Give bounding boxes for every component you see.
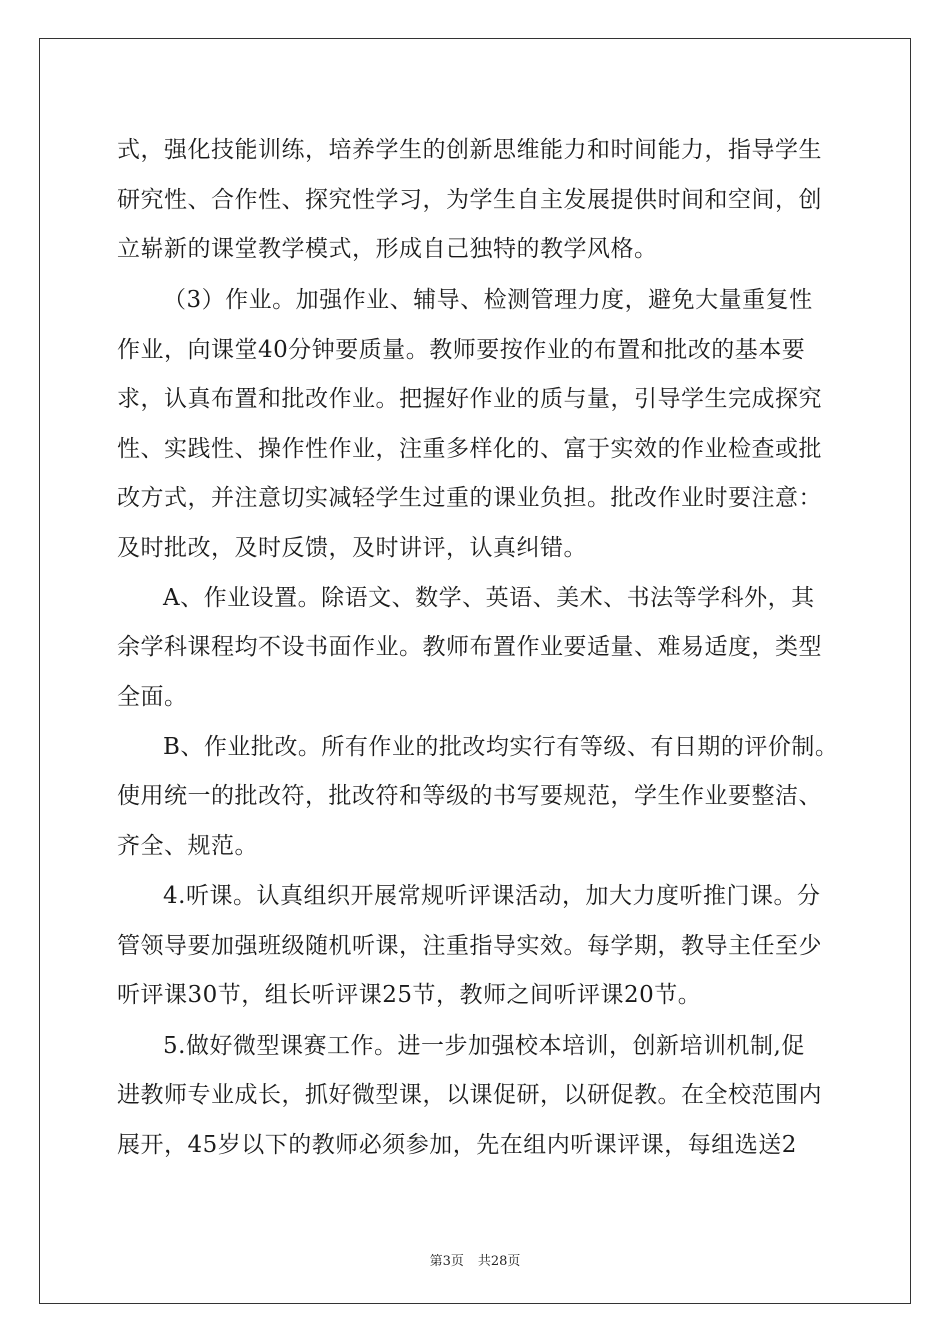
text-line: 式，强化技能训练，培养学生的创新思维能力和时间能力，指导学生 <box>117 137 822 163</box>
text-line: 研究性、合作性、探究性学习，为学生自主发展提供时间和空间，创 <box>117 187 822 213</box>
text-line: 改方式，并注意切实减轻学生过重的课业负担。批改作业时要注意： <box>117 485 822 511</box>
text-line: 齐全、规范。 <box>117 833 258 859</box>
page-number: 第3页 <box>429 1254 464 1269</box>
page-border <box>39 38 911 1304</box>
page-footer <box>0 1250 950 1269</box>
text-line: 立崭新的课堂教学模式，形成自己独特的教学风格。 <box>117 236 658 262</box>
text-line: 管领导要加强班级随机听课，注重指导实效。每学期，教导主任至少 <box>117 933 822 959</box>
text-line: 展开，45岁以下的教师必须参加，先在组内听课评课，每组选送2 <box>117 1132 797 1158</box>
text-line: B、作业批改。所有作业的批改均实行有等级、有日期的评价制。 <box>163 734 839 760</box>
text-line: 作业，向课堂40分钟要质量。教师要按作业的布置和批改的基本要 <box>117 337 806 363</box>
text-line: 性、实践性、操作性作业，注重多样化的、富于实效的作业检查或批 <box>117 436 822 462</box>
text-line: 余学科课程均不设书面作业。教师布置作业要适量、难易适度，类型 <box>117 634 822 660</box>
text-line: 5.做好微型课赛工作。进一步加强校本培训，创新培训机制,促 <box>163 1033 805 1059</box>
text-line: 4.听课。认真组织开展常规听评课活动，加大力度听推门课。分 <box>163 883 821 909</box>
text-line: 及时批改，及时反馈，及时讲评，认真纠错。 <box>117 535 587 561</box>
text-line: 使用统一的批改符，批改符和等级的书写要规范，学生作业要整洁、 <box>117 783 822 809</box>
text-line: （3）作业。加强作业、辅导、检测管理力度，避免大量重复性 <box>163 287 813 313</box>
text-line: 听评课30节，组长听评课25节，教师之间听评课20节。 <box>117 982 702 1008</box>
text-line: A、作业设置。除语文、数学、英语、美术、书法等学科外，其 <box>163 585 815 611</box>
text-line: 求，认真布置和批改作业。把握好作业的质与量，引导学生完成探究 <box>117 386 822 412</box>
text-line: 全面。 <box>117 684 188 710</box>
text-line: 进教师专业成长，抓好微型课，以课促研，以研促教。在全校范围内 <box>117 1082 822 1108</box>
page-total: 共28页 <box>477 1254 521 1269</box>
